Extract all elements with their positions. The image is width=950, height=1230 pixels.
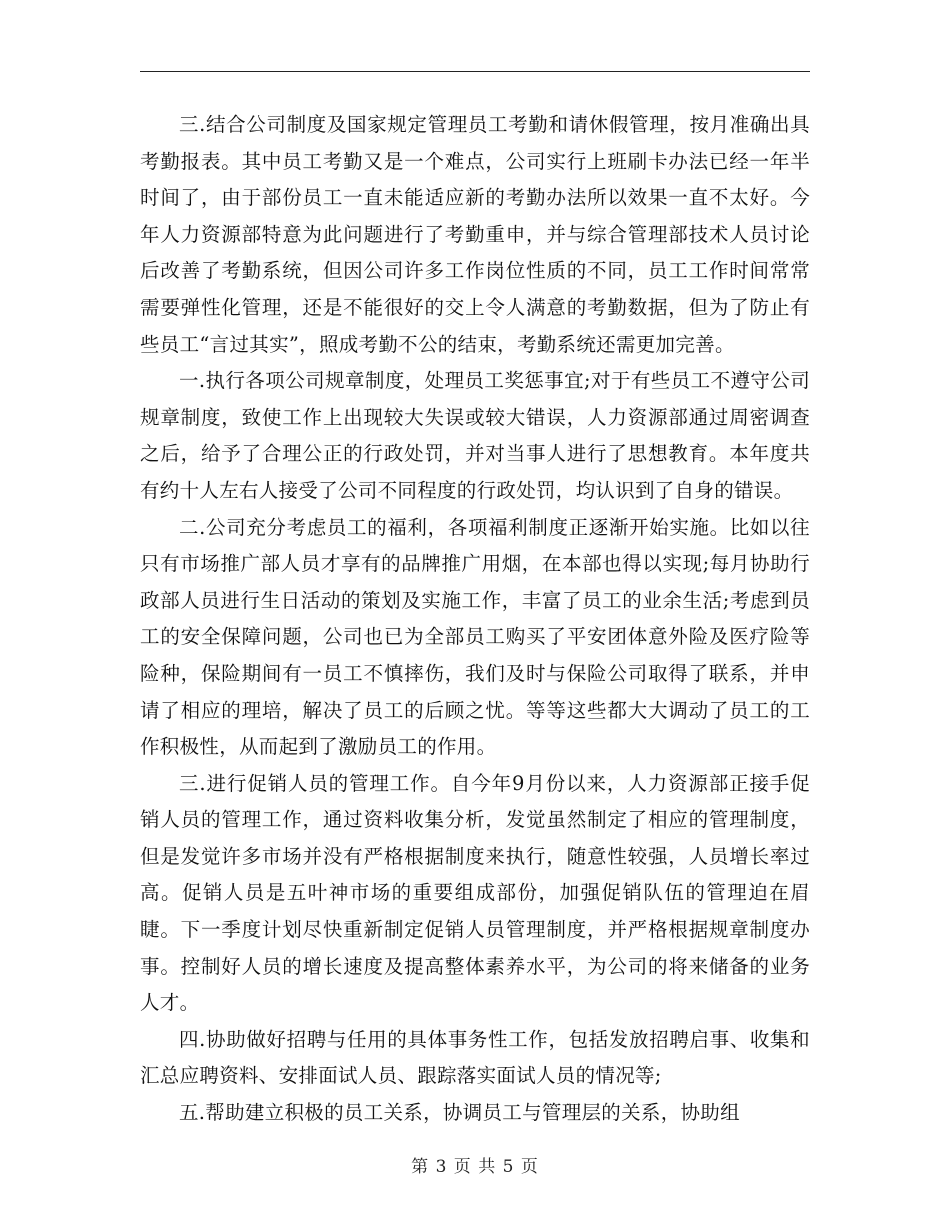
paragraph-recruitment: 四.协助做好招聘与任用的具体事务性工作，包括发放招聘启事、收集和汇总应聘资料、安排面试人员、跟踪落实面试人员的情况等; xyxy=(140,1027,810,1088)
header-rule xyxy=(140,71,810,72)
paragraph-welfare: 二.公司充分考虑员工的福利，各项福利制度正逐渐开始实施。比如以往只有市场推广部人员才享有的品牌推广用烟，在本部也得以实现;每月协助行政部人员进行生日活动的策划及实施工作，丰富了员工的业余生活;考虑到员工的安全保障问题，公司也已为全部员工购买了平安团体意外险及医疗险等险种，保险期间有一员工不慎摔伤，我们及时与保险公司取得了联系，并申请了相应的理培，解决了员工的后顾之忧。等等这些都大大调动了员工的工作积极性，从而起到了激励员工的作用。 xyxy=(140,515,810,759)
paragraph-discipline: 一.执行各项公司规章制度，处理员工奖惩事宜;对于有些员工不遵守公司规章制度，致使工作上出现较大失误或较大错误，人力资源部通过周密调查之后，给予了合理公正的行政处罚，并对当事人进行了思想教育。本年度共有约十人左右人接受了公司不同程度的行政处罚，均认识到了自身的错误。 xyxy=(140,369,810,502)
paragraph-employee-relations: 五.帮助建立积极的员工关系，协调员工与管理层的关系，协助组 xyxy=(179,1101,740,1125)
page-number-footer: 第 3 页 共 5 页 xyxy=(411,1157,539,1177)
document-body xyxy=(140,107,810,1132)
paragraph-attendance: 三.结合公司制度及国家规定管理员工考勤和请休假管理，按月准确出具考勤报表。其中员工考勤又是一个难点，公司实行上班刷卡办法已经一年半时间了，由于部份员工一直未能适应新的考勤办法所以效果一直不太好。今年人力资源部特意为此问题进行了考勤重申，并与综合管理部技术人员讨论后改善了考勤系统，但因公司许多工作岗位性质的不同，员工工作时间常常需要弹性化管理，还是不能很好的交上令人满意的考勤数据，但为了防止有些员工“言过其实”，照成考勤不公的结束，考勤系统还需更加完善。 xyxy=(140,113,810,356)
paragraph-promoters: 三.进行促销人员的管理工作。自今年9月份以来，人力资源部正接手促销人员的管理工作，通过资料收集分析，发觉虽然制定了相应的管理制度，但是发觉许多市场并没有严格根据制度来执行，随意性较强，人员增长率过高。促销人员是五叶神市场的重要组成部份，加强促销队伍的管理迫在眉睫。下一季度计划尽快重新制定促销人员管理制度，并严格根据规章制度办事。控制好人员的增长速度及提高整体素养水平，为公司的将来储备的业务人才。 xyxy=(140,771,810,1015)
